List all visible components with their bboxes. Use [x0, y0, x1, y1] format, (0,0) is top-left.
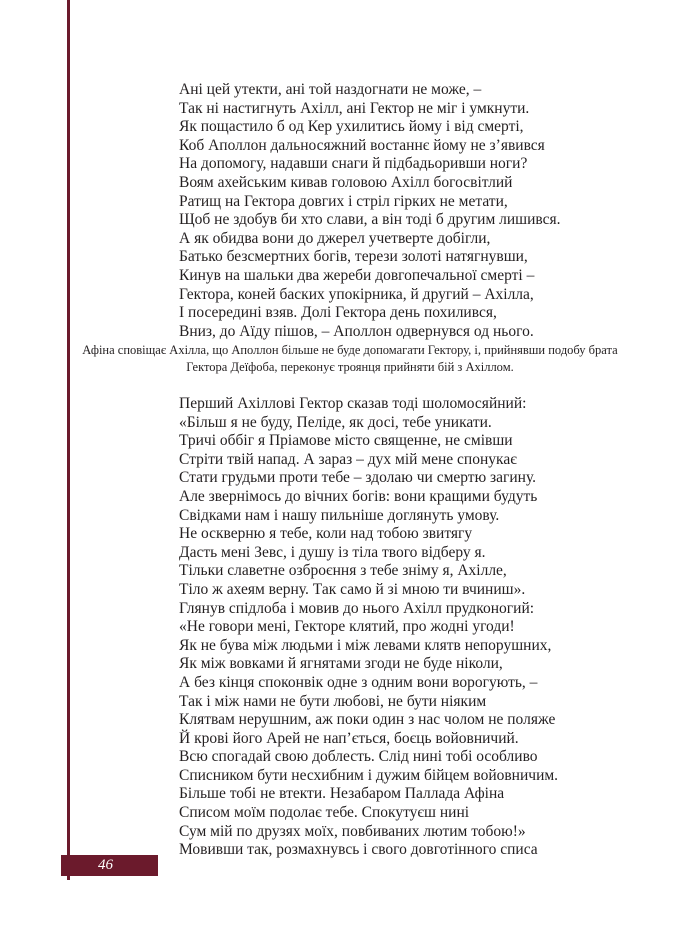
verse-line: Ані цей утекти, ані той наздогнати не може, – — [179, 81, 482, 98]
verse-line: А без кінця споконвік одне з одним вони ворогують, – — [179, 673, 538, 691]
verse-block-1 — [179, 81, 561, 341]
verse-line: Щоб не здобув би хто слави, а він тоді б другим лишився. — [179, 211, 561, 229]
margin-rule — [67, 0, 70, 880]
verse-line: Й крові його Арей не нап’ється, боєць войовничий. — [179, 729, 519, 747]
verse-line: А як обидва вони до джерел учетверте добігли, — [179, 229, 491, 247]
verse-line: Так і між нами не бути любові, не бути ніяким — [179, 692, 487, 710]
verse-line: Списом моїм подолає тебе. Спокутуєш нині — [179, 804, 470, 822]
verse-block-2 — [179, 395, 558, 860]
verse-line: На допомогу, надавши снаги й підбадьоривши ноги? — [179, 155, 528, 173]
verse-line: Свідками нам і нашу пильніше доглянуть умову. — [179, 506, 500, 524]
page-number: 46 — [98, 857, 113, 873]
verse-line: Тричі оббіг я Пріамове місто священне, не смівши — [179, 432, 513, 450]
verse-line: Мовивши так, розмахнувсь і свого довготінного списа — [179, 841, 538, 859]
verse-line: Тіло ж ахеям верну. Так само й зі мною ти вчиниш». — [179, 580, 526, 598]
verse-line: Батько безсмертних богів, терези золоті натягнувши, — [179, 248, 528, 266]
verse-line: Але звернімось до вічних богів: вони кращими будуть — [179, 487, 538, 505]
verse-line: Як не бува між людьми і між левами клятв непорушних, — [179, 636, 552, 654]
verse-line: Тільки славетне озброєння з тебе зніму я, Ахілле, — [179, 562, 507, 580]
verse-line: Коб Аполлон дальносяжний востаннє йому не з’явився — [179, 136, 545, 154]
verse-line: Перший Ахіллові Гектор сказав тоді шоломосяйний: — [179, 395, 527, 412]
verse-line: Глянув спідлоба і мовив до нього Ахілл прудконогий: — [179, 599, 535, 617]
verse-line: Ратищ на Гектора довгих і стріл гірких не метати, — [179, 192, 508, 210]
verse-line: І посередині взяв. Долі Гектора день похилився, — [179, 304, 497, 322]
verse-line: Більше тобі не втекти. Незабаром Паллада Афіна — [179, 785, 505, 803]
verse-line: Кинув на шальки два жереби довгопечальної смерті – — [179, 266, 535, 284]
verse-line: Клятвам нерушним, аж поки один з нас чолом не поляже — [179, 711, 556, 729]
verse-line: Сум мій по друзях моїх, повбиваних лютим тобою!» — [179, 822, 526, 840]
verse-line: Не оскверню я тебе, коли над тобою звитягу — [179, 525, 473, 543]
verse-line: Списником бути несхибним і дужим бійцем войовничим. — [179, 766, 559, 784]
verse-line: Стріти твій напад. А зараз – дух мій мене спонукає — [179, 450, 517, 468]
verse-line: Так ні настигнуть Ахілл, ані Гектор не міг і умкнути. — [179, 99, 530, 117]
verse-line: Стати грудьми проти тебе – здолаю чи смертю загину. — [179, 469, 537, 487]
verse-line: Дасть мені Зевс, і душу із тіла твого відберу я. — [179, 543, 486, 561]
section-summary: Афіна сповіщає Ахілла, що Аполлон більше не буде допомагати Гектору, і, прийнявши подобу брата Гектора Деїфоба, переконує троянця прийняти бій з Ахіллом. — [82, 343, 618, 374]
verse-line: «Не говори мені, Гекторе клятий, про жодні угоди! — [179, 618, 515, 636]
verse-line: «Більш я не буду, Пеліде, як досі, тебе уникати. — [179, 413, 492, 431]
verse-line: Як між вовками й ягнятами згоди не буде ніколи, — [179, 655, 503, 673]
verse-line: Воям ахейським кивав головою Ахілл богосвітлий — [179, 173, 513, 191]
verse-line: Вниз, до Аїду пішов, – Аполлон одвернувся од нього. — [179, 322, 534, 340]
verse-line: Як пощастило б од Кер ухилитись йому і від смерті, — [179, 118, 524, 136]
verse-line: Гектора, коней баских упокірника, й другий – Ахілла, — [179, 285, 534, 303]
verse-line: Всю спогадай свою доблесть. Слід нині тобі особливо — [179, 748, 538, 766]
